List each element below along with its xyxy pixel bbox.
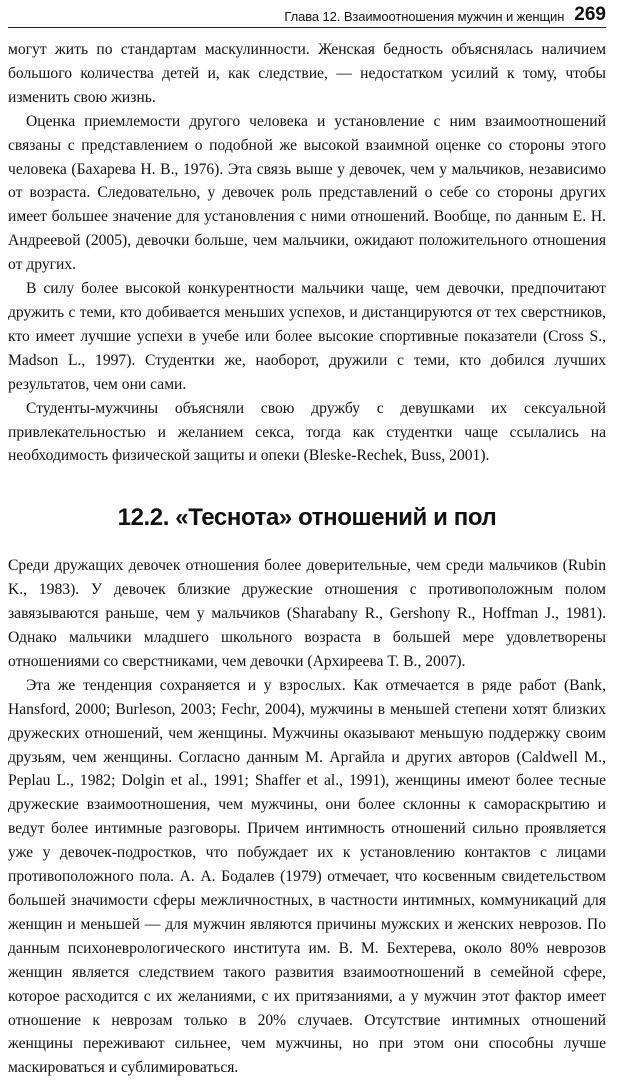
running-header (8, 2, 606, 28)
paragraph: Эта же тенденция сохраняется и у взрослых. Как отмечается в ряде работ (Bank, Hansford, 2000; Burleson, 2003; Fechr, 2004), мужчины в меньшей степени хотят близких дружеских отношений, чем женщины. Мужчины оказывают меньшую поддержку своим друзьям, чем женщины. Согласно данным М. Аргайла и других авторов (Caldwell M., Peplau L., 1982; Dolgin et al., 1991; Shaffer et al., 1991), женщины имеют более тесные дружеские взаимоотношения, чем мужчины, они более склонны к самораскрытию и ведут более интимные разговоры. Причем интимность отношений сильно проявляется уже у девочек-подростков, что побуждает их к установлению контактов с лицами противоположного пола. А. А. Бодалев (1979) отмечает, что косвенным свидетельством большей значимости сферы межличностных, в частности интимных, коммуникаций для женщин и меньшей — для мужчин являются причины мужских и женских неврозов. По данным психоневрологического института им. В. М. Бехтерева, около 80% неврозов женщин является следствием такого развития взаимоотношений в семейной сфере, которое расходится с их желаниями, с их притязаниями, а у мужчин этот фактор имеет отношение к неврозам только в 20% случаев. Отсутствие интимных отношений женщины переживают сильнее, чем мужчины, но при этом они способны лучше маскироваться и сублимироваться. (8, 676, 606, 1077)
running-title: Глава 12. Взаимоотношения мужчин и женщин (284, 9, 565, 24)
page-number: 269 (574, 4, 606, 25)
paragraph: Оценка приемлемости другого человека и установление с ним взаимоотношений связаны с представлением о подобной же высокой взаимной оценке со стороны этого человека (Бахарева Н. В., 1976). Эта связь выше у девочек, чем у мальчиков, независимо от возраста. Следовательно, у девочек роль представлений о себе со стороны других имеет большее значение для установления с ними отношений. Вообще, по данным Е. Н. Андреевой (2005), девочки больше, чем мальчики, ожидают положительного отношения от других. (8, 112, 606, 274)
paragraph: Среди дружащих девочек отношения более доверительные, чем среди мальчиков (Rubin K., 1983). У девочек близкие дружеские отношения с противоположным полом завязываются раньше, чем у мальчиков (Sharabany R., Gershony R., Hoffman J., 1981). Однако мальчики младшего школьного возраста в большей мере удовлетворены отношениями со сверстниками, чем девочки (Архиреева Т. В., 2007). (8, 557, 606, 670)
section-heading: 12.2. «Теснота» отношений и пол (117, 504, 497, 532)
page-body (8, 38, 606, 1080)
paragraph: В силу более высокой конкурентности мальчики чаще, чем девочки, предпочитают дружить с теми, кто добивается меньших успехов, и дистанцируются от тех сверстников, кто имеет лучшие успехи в учебе или более высокие спортивные показатели (Cross S., Madson L., 1997). Студентки же, наоборот, дружили с теми, кто добился лучших результатов, чем они сами. (8, 280, 606, 393)
paragraph: могут жить по стандартам маскулинности. Женская бедность объяснялась наличием большого количества детей и, как следствие, — недостатком усилий к тому, чтобы изменить свою жизнь. (8, 41, 606, 106)
paragraph: Студенты-мужчины объясняли свою дружбу с девушками их сексуальной привлекательностью и желанием секса, тогда как студентки чаще ссылались на необходимость физической защиты и опеки (Bleske-Rechek, Buss, 2001). (8, 399, 606, 465)
